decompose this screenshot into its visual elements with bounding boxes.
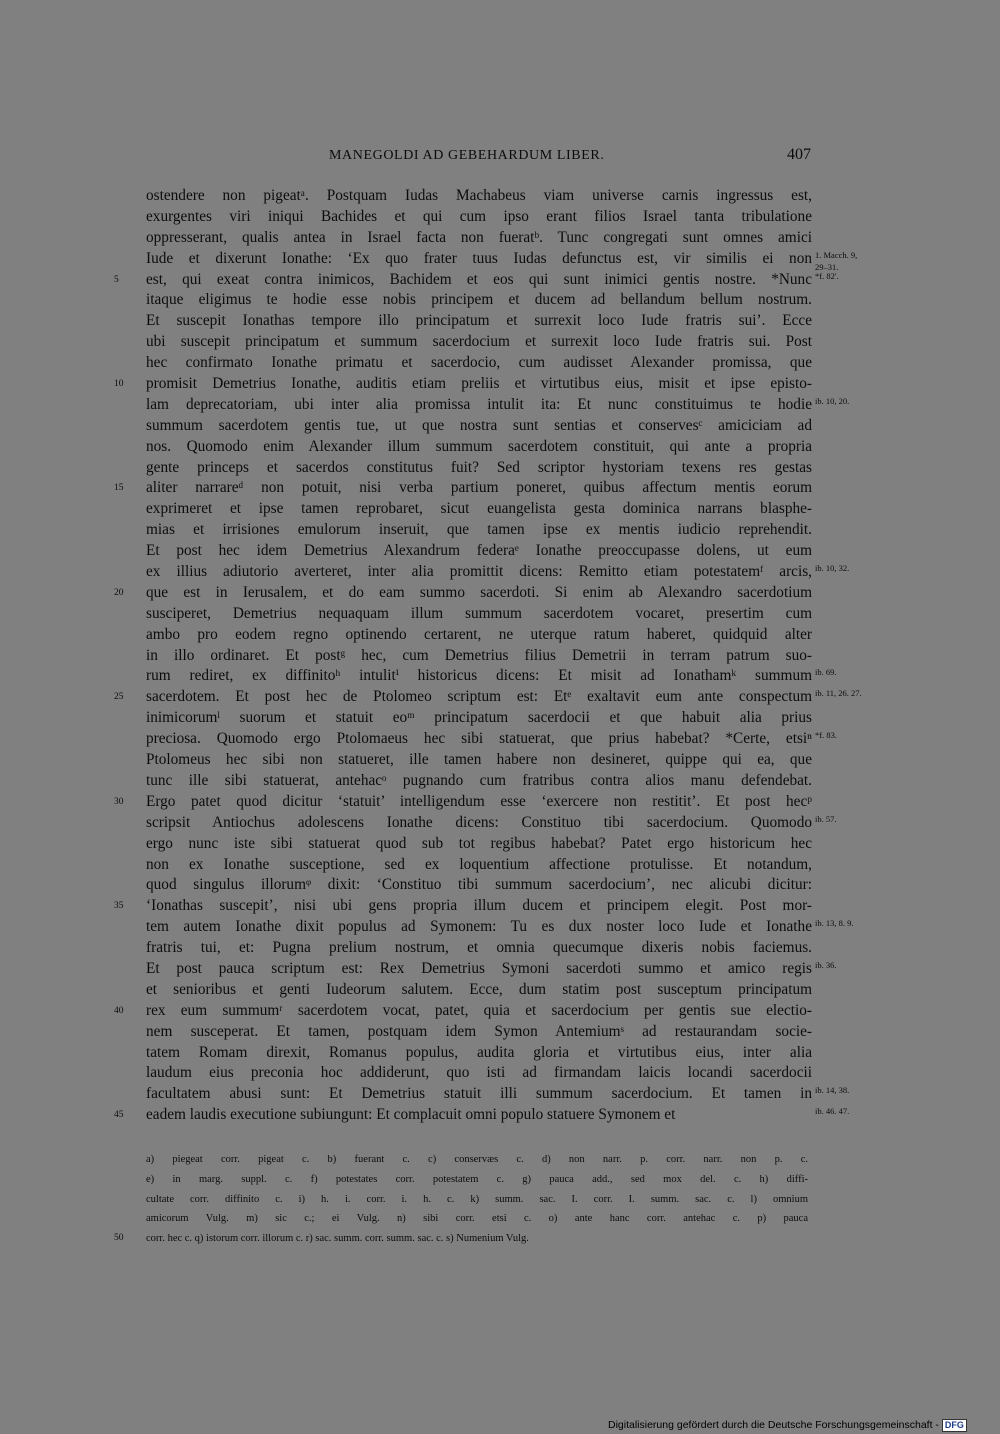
- text-line: [146, 834, 812, 855]
- line-text: hec confirmato Ionathe primatu et sacerdocio, cum audisset Alexander promissa, que: [146, 354, 812, 372]
- text-line: [146, 1043, 812, 1064]
- line-text: est, qui exeat contra inimicos, Bachidem et eos qui sunt inimici gentis nostre. *Nunc: [146, 270, 812, 288]
- line-text: eadem laudis executione subiungunt: Et complacuit omni populo statuere Symonem et: [146, 1106, 676, 1124]
- text-line: [146, 186, 812, 207]
- footnote-line: [146, 1209, 808, 1229]
- text-line: [114, 478, 812, 499]
- footer: [608, 1418, 967, 1432]
- line-text: rex eum summumʳ sacerdotem vocat, patet, quia et sacerdocium per gentis sue electio-: [146, 1001, 812, 1019]
- line-text: aliter narrareᵈ non potuit, nisi verba partium poneret, quibus affectum mentis eorum: [146, 479, 812, 497]
- margin-reference: ib. 57.: [815, 813, 837, 824]
- footnote-line: [146, 1170, 808, 1190]
- text-line: [114, 1105, 850, 1126]
- margin-reference: ib. 10, 20.: [815, 395, 850, 406]
- page-number: 407: [787, 146, 811, 163]
- line-text: nem susceperat. Et tamen, postquam idem Symon Antemiumˢ ad restaurandam socie-: [146, 1022, 812, 1040]
- text-line: [146, 311, 812, 332]
- line-text: Ergo patet quod dicitur ‘statuit’ intelligendum esse ‘exercere non restitit’. Et post hecᵖ: [146, 792, 812, 810]
- line-text: ambo pro eodem regno optinendo certarent, ne uterque ratum haberet, quidquid alter: [146, 625, 812, 643]
- line-text: scripsit Antiochus adolescens Ionathe dicens: Constituo tibi sacerdocium. Quomodo: [146, 813, 812, 831]
- line-text: et senioribus et genti Iudeorum salutem. Ecce, dum statim post susceptum principatum: [146, 980, 812, 998]
- text-line: [146, 813, 837, 834]
- text-line: [146, 1063, 812, 1084]
- line-text: summum sacerdotem gentis tue, ut que nostra sunt sentias et conservesᶜ amiciciam ad: [146, 416, 812, 434]
- margin-reference: ib. 10, 32.: [815, 563, 850, 574]
- text-line: [146, 562, 850, 583]
- line-text: mias et irrisiones emulorum inseruit, que tamen ipse ex mentis iudicio reprehendit.: [146, 521, 812, 539]
- line-text: Iude et dixerunt Ionathe: ‘Ex quo frater tuus Iudas defunctus est, vir similis ei non: [146, 249, 812, 267]
- text-line: [114, 792, 812, 813]
- footnote-line: [114, 1229, 808, 1249]
- line-number: 20: [114, 587, 124, 598]
- line-text: Et suscepit Ionathas tempore illo principatum et surrexit loco Iude fratris sui’. Ecce: [146, 312, 812, 330]
- text-line: [114, 896, 812, 917]
- text-line: [146, 771, 812, 792]
- line-text: Et post hec idem Demetrius Alexandrum federaᵉ Ionathe preoccupasse dolens, ut eum: [146, 542, 812, 560]
- line-text: promisit Demetrius Ionathe, auditis etiam preliis et virtutibus eius, misit et ipse episto-: [146, 375, 812, 393]
- text-line: [146, 959, 837, 980]
- text-line: [114, 374, 812, 395]
- line-text: exprimeret et ipse tamen reprobaret, sicut euangelista gesta dominica narrans blasphe-: [146, 500, 812, 518]
- line-text: Et post pauca scriptum est: Rex Demetrius Symoni sacerdoti summo et amico regis: [146, 959, 812, 977]
- main-text: [114, 186, 862, 1126]
- text-line: [146, 917, 854, 938]
- text-line: [146, 980, 812, 1001]
- text-line: [146, 666, 837, 687]
- text-line: [146, 228, 812, 249]
- funding-note: Digitalisierung gefördert durch die Deutsche Forschungsgemeinschaft -: [608, 1419, 939, 1431]
- line-text: ergo nunc iste sibi statuerat quod sub tot regibus habebat? Patet ergo historicum hec: [146, 834, 812, 852]
- line-text: ex illius adiutorio averteret, inter alia promittit dicens: Remitto etiam potestatemᶠ arcis,: [146, 563, 812, 581]
- line-number: 50: [114, 1233, 124, 1244]
- line-number: 30: [114, 796, 124, 807]
- line-text: preciosa. Quomodo ergo Ptolomaeus hec sibi statuerat, que prius habebat? *Certe, etsiⁿ: [146, 730, 812, 748]
- line-text: oppresserant, qualis antea in Israel facta non fueratᵇ. Tunc congregati sunt omnes amici: [146, 228, 812, 246]
- text-line: [146, 499, 812, 520]
- text-line: [146, 646, 812, 667]
- margin-reference: ib. 14, 38.: [815, 1085, 850, 1096]
- dfg-logo: DFG: [942, 1419, 967, 1432]
- line-text: facultatem abusi sunt: Et Demetrius statuit illi summum sacerdocium. Et tamen in: [146, 1085, 812, 1103]
- line-text: tunc ille sibi statuerat, antehacᵒ pugnando cum fratribus contra alios manu defendebat.: [146, 771, 812, 789]
- line-text: corr. hec c. q) istorum corr. illorum c. r) sac. summ. corr. summ. sac. c. s) Numenium Vulg.: [146, 1233, 529, 1245]
- line-text: lam deprecatoriam, ubi inter alia promissa intulit ita: Et nunc constituimus te hodie: [146, 395, 812, 413]
- line-text: ostendere non pigeatᵃ. Postquam Iudas Machabeus viam universe carnis ingressus est,: [146, 187, 812, 204]
- text-line: [146, 875, 812, 896]
- line-text: non ex Ionathe susceptione, sed ex loquentium affectione protulisse. Et notandum,: [146, 855, 812, 873]
- margin-reference: 1. Macch. 9, 29–31.: [815, 249, 858, 272]
- margin-reference: *f. 83.: [815, 730, 837, 741]
- line-text: tatem Romam direxit, Romanus populus, audita gloria et virtutibus eius, inter alia: [146, 1043, 812, 1061]
- text-line: [146, 395, 850, 416]
- line-text: gente princeps et sacerdos constitutus fuit? Sed scriptor hystoriam texens res gestas: [146, 458, 812, 476]
- text-line: [146, 604, 812, 625]
- margin-reference: ib. 36.: [815, 959, 837, 970]
- line-text: sacerdotem. Et post hec de Ptolomeo scriptum est: Etᵉ exaltavit eum ante conspectum: [146, 688, 812, 706]
- margin-reference: *f. 82'.: [815, 270, 839, 281]
- line-number: 40: [114, 1005, 124, 1016]
- line-text: itaque eligimus te hodie esse nobis principem et ducem ad bellandum bellum nostrum.: [146, 291, 812, 309]
- text-line: [146, 938, 812, 959]
- text-line: [146, 625, 812, 646]
- line-text: a) piegeat corr. pigeat c. b) fuerant c. c) conservæs c. d) non narr. p. corr. narr. non p. c.: [146, 1154, 808, 1165]
- text-line: [146, 708, 812, 729]
- line-text: amicorum Vulg. m) sic c.; ei Vulg. n) sibi corr. etsi c. o) ante hanc corr. antehac c. p) pauca: [146, 1213, 808, 1225]
- line-text: Ptolomeus hec sibi non statueret, ille tamen habere non desineret, quippe qui ea, que: [146, 751, 812, 769]
- text-line: [114, 687, 862, 708]
- text-line: [146, 855, 812, 876]
- line-number: 35: [114, 901, 124, 912]
- text-line: [114, 270, 839, 291]
- text-line: [146, 207, 812, 228]
- text-line: [146, 1022, 812, 1043]
- line-text: quod singulus illorumᵠ dixit: ‘Constituo tibi summum sacerdocium’, nec alicubi dicitur:: [146, 876, 812, 894]
- text-line: [146, 332, 812, 353]
- text-line: [146, 520, 812, 541]
- text-line: [146, 458, 812, 479]
- footnote-line: [146, 1150, 808, 1170]
- line-text: fratris tui, et: Pugna prelium nostrum, et omnia quecumque dixeris nobis faciemus.: [146, 939, 812, 957]
- line-number: 10: [114, 379, 124, 390]
- text-line: [146, 750, 812, 771]
- text-line: [146, 729, 837, 750]
- line-text: cultate corr. diffinito c. i) h. i. corr. i. h. c. k) summ. sac. I. corr. I. summ. sac. c. l) omnium: [146, 1193, 808, 1205]
- text-line: [146, 541, 812, 562]
- line-text: nos. Quomodo enim Alexander illum summum sacerdotem constituit, qui ante a propria: [146, 437, 812, 455]
- text-line: [146, 437, 812, 458]
- line-number: 45: [114, 1110, 124, 1121]
- margin-reference: ib. 69.: [815, 667, 837, 678]
- line-text: tem autem Ionathe dixit populus ad Symonem: Tu es dux noster loco Iude et Ionathe: [146, 918, 812, 936]
- text-line: [146, 416, 812, 437]
- text-line: [146, 1084, 850, 1105]
- line-number: 5: [114, 274, 119, 285]
- line-text: susciperet, Demetrius nequaquam illum summum sacerdotem vocaret, presertim cum: [146, 604, 812, 622]
- line-text: ‘Ionathas suscepit’, nisi ubi gens propria illum ducem et principem elegit. Post mor-: [146, 897, 812, 915]
- line-text: e) in marg. suppl. c. f) potestates corr. potestatem c. g) pauca add., sed mox del. c. h) diffi-: [146, 1173, 808, 1185]
- text-line: [146, 353, 812, 374]
- line-text: laudum eius preconia hoc addiderunt, quo isti ad firmandam laicis locandi sacerdocii: [146, 1064, 812, 1082]
- line-text: exurgentes viri iniqui Bachides et qui cum ipso erant filios Israel tanta tribulatione: [146, 207, 812, 225]
- line-text: in illo ordinaret. Et postᵍ hec, cum Demetrius filius Demetrii in terram patrum suo-: [146, 646, 812, 664]
- footnotes: [114, 1150, 808, 1249]
- margin-reference: ib. 46. 47.: [815, 1106, 850, 1117]
- line-text: inimicorumˡ suorum et statuit eoᵐ principatum sacerdocii et que habuit alia prius: [146, 709, 812, 727]
- text-line: [114, 583, 812, 604]
- text-line: [114, 1001, 812, 1022]
- line-text: rum rediret, ex diffinitoʰ intulitⁱ historicus dicens: Et misit ad Ionathamᵏ summum: [146, 667, 812, 685]
- margin-reference: ib. 11, 26. 27.: [815, 688, 862, 699]
- line-text: que est in Ierusalem, et do eam summo sacerdoti. Si enim ab Alexandro sacerdotium: [146, 583, 812, 601]
- line-text: ubi suscepit principatum et summum sacerdocium et surrexit loco Iude fratris sui. Post: [146, 333, 812, 351]
- text-line: [146, 249, 858, 272]
- line-number: 15: [114, 483, 124, 494]
- running-header: [146, 148, 811, 170]
- footnote-line: [146, 1190, 808, 1210]
- running-title: MANEGOLDI AD GEBEHARDUM LIBER.: [329, 148, 605, 163]
- line-number: 25: [114, 692, 124, 703]
- text-line: [146, 290, 812, 311]
- margin-reference: ib. 13, 8. 9.: [815, 918, 854, 929]
